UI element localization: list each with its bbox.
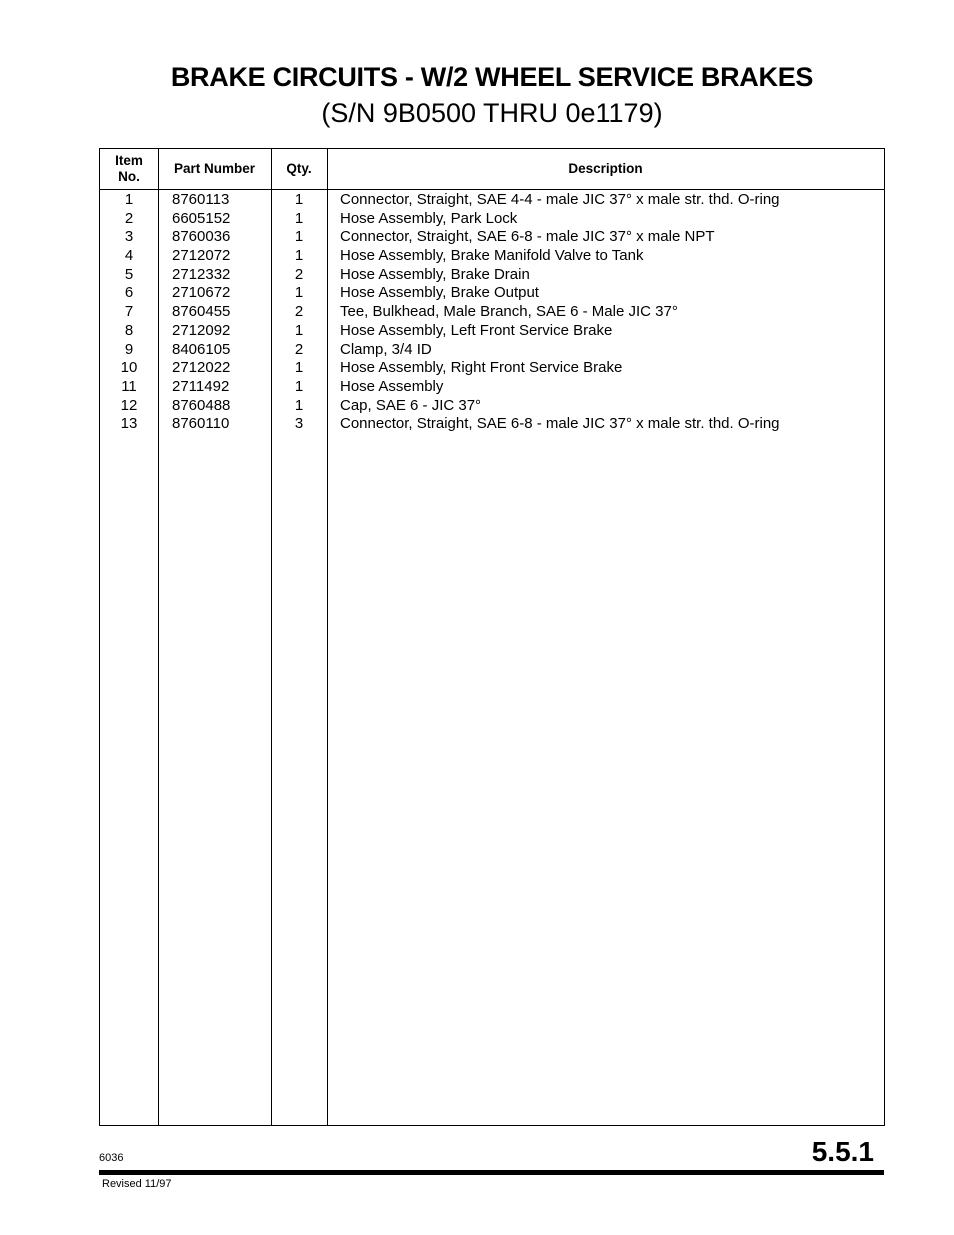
description: Connector, Straight, SAE 6-8 - male JIC 37° x male str. thd. O-ring — [340, 415, 780, 433]
description: Tee, Bulkhead, Male Branch, SAE 6 - Male JIC 37° — [340, 303, 678, 321]
table-row — [100, 341, 884, 360]
item-number: 4 — [124, 247, 134, 265]
table-row — [100, 284, 884, 303]
part-number: 8760110 — [172, 415, 230, 433]
table-row — [100, 228, 884, 247]
item-number: 1 — [124, 191, 134, 208]
description: Hose Assembly, Left Front Service Brake — [340, 321, 613, 339]
item-number: 12 — [120, 396, 138, 414]
item-number: 10 — [120, 359, 138, 377]
item-number: 7 — [124, 303, 134, 321]
item-number: 8 — [124, 321, 134, 339]
description: Clamp, 3/4 ID — [340, 340, 432, 358]
part-number: 2711492 — [172, 377, 230, 395]
quantity: 1 — [294, 228, 304, 246]
quantity: 3 — [294, 415, 304, 433]
header-qty: Qty. — [286, 161, 312, 176]
quantity: 2 — [294, 265, 304, 283]
quantity: 1 — [294, 359, 304, 377]
quantity: 1 — [294, 396, 304, 414]
footer-divider — [99, 1170, 884, 1175]
part-number: 8760488 — [172, 396, 231, 414]
table-row — [100, 397, 884, 416]
table-row — [100, 247, 884, 266]
quantity: 1 — [294, 191, 304, 208]
parts-table — [99, 148, 885, 1126]
item-number: 9 — [124, 340, 134, 358]
description: Hose Assembly, Brake Manifold Valve to Tank — [340, 247, 644, 265]
description: Connector, Straight, SAE 4-4 - male JIC 37° x male str. thd. O-ring — [340, 191, 780, 208]
header-description: Description — [568, 161, 643, 176]
page-subtitle: (S/N 9B0500 THRU 0e1179) — [321, 98, 663, 128]
part-number: 2712092 — [172, 321, 231, 339]
description: Connector, Straight, SAE 6-8 - male JIC 37° x male NPT — [340, 228, 715, 246]
quantity: 1 — [294, 247, 304, 265]
table-header — [100, 149, 884, 190]
part-number: 8760455 — [172, 303, 231, 321]
description: Hose Assembly, Brake Drain — [340, 265, 530, 283]
document-code: 6036 — [99, 1152, 124, 1164]
item-number: 11 — [121, 377, 137, 395]
part-number: 8760036 — [172, 228, 231, 246]
table-body — [100, 191, 884, 434]
header-item-no — [100, 149, 158, 189]
part-number: 8760113 — [172, 191, 230, 208]
quantity: 2 — [294, 340, 304, 358]
table-row — [100, 322, 884, 341]
quantity: 1 — [294, 284, 304, 302]
table-row — [100, 415, 884, 434]
part-number: 2712022 — [172, 359, 231, 377]
item-number: 13 — [120, 415, 138, 433]
table-row — [100, 191, 884, 210]
header-part-number: Part Number — [173, 161, 256, 176]
part-number: 8406105 — [172, 340, 231, 358]
table-row — [100, 378, 884, 397]
item-number: 3 — [124, 228, 134, 246]
revision-date: Revised 11/97 — [102, 1178, 172, 1190]
section-number: 5.5.1 — [811, 1136, 874, 1167]
item-number: 6 — [124, 284, 134, 302]
quantity: 1 — [294, 209, 304, 227]
description: Hose Assembly, Right Front Service Brake — [340, 359, 623, 377]
part-number: 2710672 — [172, 284, 231, 302]
part-number: 2712332 — [172, 265, 231, 283]
header-item-line1: Item — [115, 153, 143, 168]
part-number: 2712072 — [172, 247, 231, 265]
part-number: 6605152 — [172, 209, 231, 227]
quantity: 1 — [294, 377, 304, 395]
table-row — [100, 266, 884, 285]
description: Hose Assembly — [340, 377, 444, 395]
table-row — [100, 303, 884, 322]
description: Hose Assembly, Brake Output — [340, 284, 539, 302]
quantity: 2 — [294, 303, 304, 321]
description: Cap, SAE 6 - JIC 37° — [340, 396, 482, 414]
quantity: 1 — [294, 321, 304, 339]
description: Hose Assembly, Park Lock — [340, 209, 518, 227]
page-title: BRAKE CIRCUITS - W/2 WHEEL SERVICE BRAKES — [170, 62, 814, 92]
table-row — [100, 359, 884, 378]
header-item-line2: No. — [118, 169, 140, 184]
table-row — [100, 210, 884, 229]
item-number: 2 — [124, 209, 134, 227]
item-number: 5 — [124, 265, 134, 283]
